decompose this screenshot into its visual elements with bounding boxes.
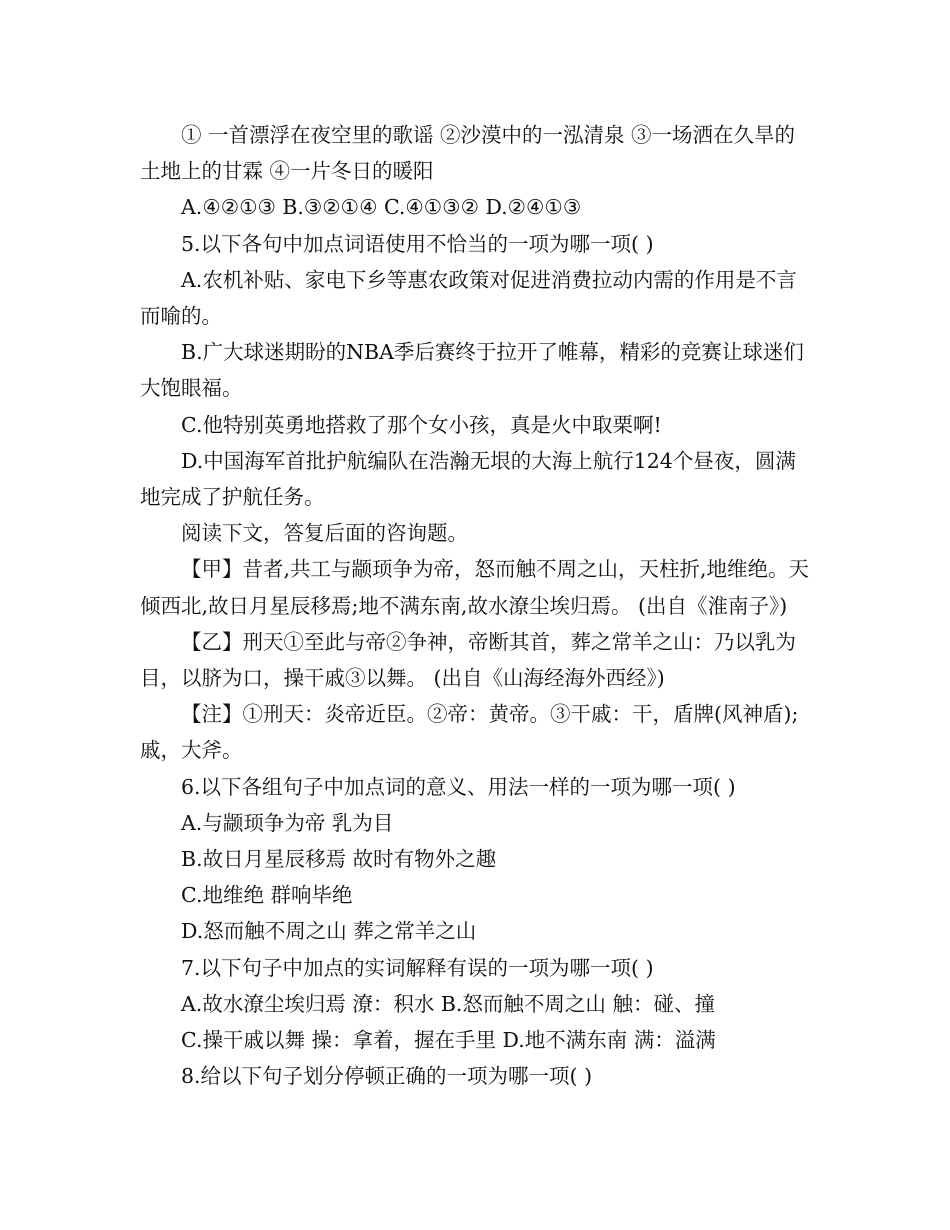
question-7-options-cd: C.操干戚以舞 操：拿着，握在手里 D.地不满东南 满：溢满: [181, 1028, 716, 1053]
question-6-option-a: A.与颛顼争为帝 乳为目: [181, 810, 394, 835]
document-body: [140, 117, 812, 1094]
passage-yi: 【乙】刑天①至此与帝②争神，帝断其首，葬之常羊之山：乃以乳为目，以脐为口，操干戚③以舞。 (出自《山海经海外西经》): [140, 629, 796, 691]
question-6: 6.以下各组句子中加点词的意义、用法一样的一项为哪一项( ): [181, 774, 736, 799]
passage-notes: 【注】①刑天：炎帝近臣。②帝：黄帝。③干戚：干，盾牌(风神盾);戚，大斧。: [140, 702, 799, 763]
question-7-options-ab: A.故水潦尘埃归焉 潦：积水 B.怒而触不周之山 触：碰、撞: [181, 991, 715, 1016]
question-5: 5.以下各句中加点词语使用不恰当的一项为哪一项( ): [181, 231, 654, 256]
question-6-option-c: C.地维绝 群响毕绝: [181, 883, 353, 908]
paragraph-order-choices: A.④②①③ B.③②①④ C.④①③② D.②④①③: [181, 195, 582, 220]
question-6-option-d: D.怒而触不周之山 葬之常羊之山: [181, 919, 477, 944]
passage-jia: 【甲】昔者,共工与颛顼争为帝，怒而触不周之山，天柱折,地维绝。天倾西北,故日月星辰移焉;地不满东南,故水潦尘埃归焉。 (出自《淮南子》): [140, 557, 810, 618]
question-6-option-b: B.故日月星辰移焉 故时有物外之趣: [181, 847, 497, 872]
question-5-option-c: C.他特别英勇地搭救了那个女小孩，真是火中取栗啊!: [181, 412, 662, 437]
question-8: 8.给以下句子划分停顿正确的一项为哪一项( ): [181, 1064, 593, 1089]
question-5-option-d: D.中国海军首批护航编队在浩瀚无垠的大海上航行124个昼夜，圆满地完成了护航任务。: [140, 448, 796, 510]
question-5-option-b: B.广大球迷期盼的NBA季后赛终于拉开了帷幕，精彩的竞赛让球迷们大饱眼福。: [140, 340, 804, 401]
reading-instruction: 阅读下文，答复后面的咨询题。: [181, 521, 468, 546]
paragraph-options-list: ① 一首漂浮在夜空里的歌谣 ②沙漠中的一泓清泉 ③一场洒在久旱的土地上的甘霖 ④一片冬日的暖阳: [140, 123, 796, 184]
question-5-option-a: A.农机补贴、家电下乡等惠农政策对促进消费拉动内需的作用是不言而喻的。: [140, 267, 797, 329]
question-7: 7.以下句子中加点的实词解释有误的一项为哪一项( ): [181, 955, 654, 980]
